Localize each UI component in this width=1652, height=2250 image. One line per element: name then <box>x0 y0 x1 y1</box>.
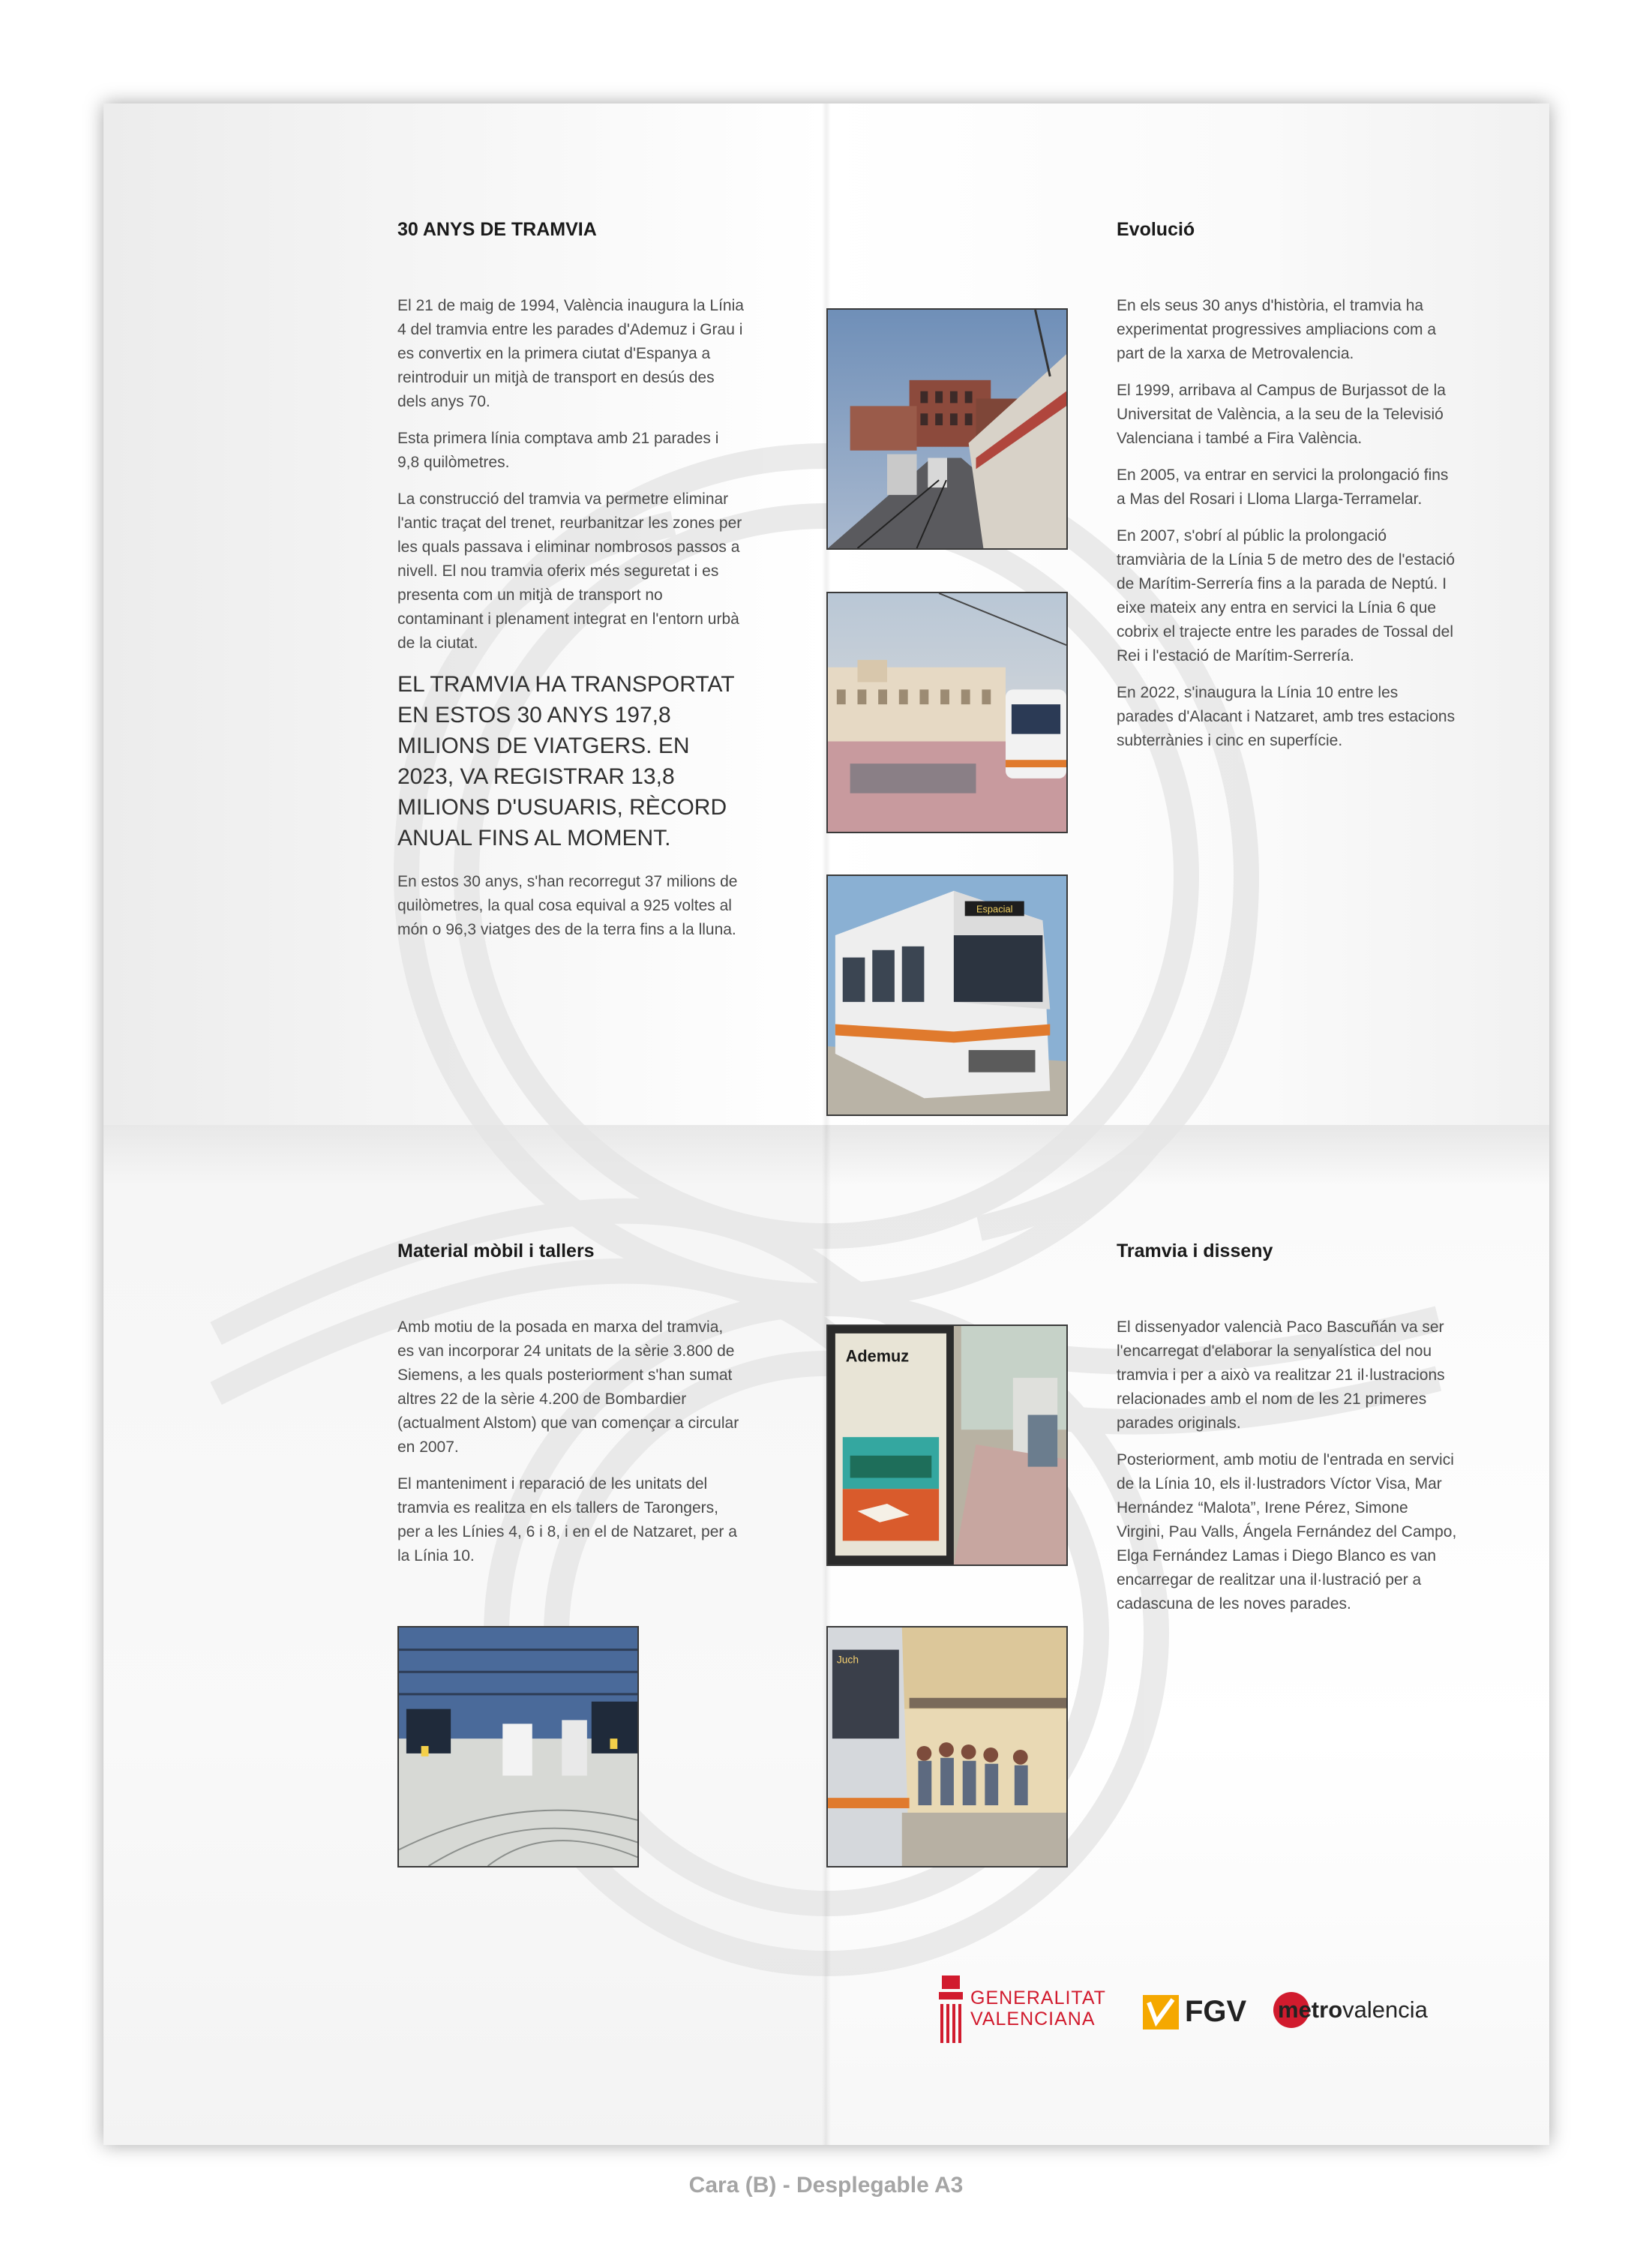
ademuz-sign-text: Ademuz <box>845 1346 910 1366</box>
text-30-anys <box>397 294 744 955</box>
text-material <box>397 1316 744 1581</box>
generalitat-wordmark <box>970 1988 1106 2030</box>
gv-line-2: VALENCIANA <box>970 2008 1096 2030</box>
metrovalencia-wordmark <box>1278 1996 1428 2024</box>
fgv-logo <box>1143 1994 1248 2031</box>
paragraph: El 1999, arribava al Campus de Burjassot de la Universitat de València, a la seu de la Televisió Valenciana i també a Fira València. <box>1117 382 1446 447</box>
metro-bold-part: metro <box>1278 1996 1343 2023</box>
fgv-mark-icon <box>1143 1995 1179 2030</box>
photo-tram-stop <box>826 1626 1068 1868</box>
logos-bar <box>936 1968 1461 2058</box>
fgv-wordmark: FGV <box>1185 1995 1247 2028</box>
metrovalencia-logo <box>1272 1990 1467 2032</box>
paragraph: En estos 30 anys, s'han recorregut 37 milions de quilòmetres, la qual cosa equival a 925 voltes al món o 96,3 viatges des de la terra fins a la lluna. <box>397 873 738 938</box>
paragraph: El dissenyador valencià Paco Bascuñán va ser l'encarregat d'elaborar la senyalística del nou tramvia i per a això va realitzar 21 il·lustracions relacionades amb el nom de les 21 primeres parades originals. <box>1117 1318 1445 1432</box>
photo-tram-front <box>826 874 1068 1116</box>
brochure-sheet <box>103 104 1549 2145</box>
photo-station-building <box>826 308 1068 550</box>
heading-disseny: Tramvia i disseny <box>1117 1240 1273 1262</box>
tram-destination-sign: Espacial <box>976 903 1013 915</box>
paragraph: En els seus 30 anys d'història, el tramvia ha experimentat progressives ampliacions com a part de la xarxa de Metrovalencia. <box>1117 297 1437 362</box>
paragraph: Esta primera línia comptava amb 21 parades i 9,8 quilòmetres. <box>397 430 719 471</box>
heading-material: Material mòbil i tallers <box>397 1240 595 1262</box>
photo-plaza-tram <box>826 592 1068 833</box>
tram-stop-label: Juch <box>836 1653 859 1666</box>
paragraph: En 2005, va entrar en servici la prolongació fins a Mas del Rosari i Lloma Llarga-Terramelar. <box>1117 466 1449 508</box>
paragraph: Amb motiu de la posada en marxa del tramvia, es van incorporar 24 unitats de la sèrie 3.800 de Siemens, a les quals posteriorment s'han sumat altres 22 de la sèrie 4.200 de Bombardier (actualment Alstom) que van començar a circular en 2007. <box>397 1318 739 1456</box>
paragraph: Posteriorment, amb motiu de l'entrada en servici de la Línia 10, els il·lustradors Víctor Visa, Mar Hernández “Malota”, Irene Pérez, Simone Virgini, Pau Valls, Ángela Fernández del Campo, Elga Fernández Lamas i Diego Blanco es van encarregar de realitzar una il·lustració per a cadascuna de les noves parades. <box>1117 1451 1457 1612</box>
heading-evolucio: Evolució <box>1117 219 1195 240</box>
paragraph: El manteniment i reparació de les unitats del tramvia es realitza en els tallers de Tarongers, per a les Línies 4, 6 i 8, i en el de Natzaret, per a la Línia 10. <box>397 1475 737 1564</box>
heading-30-anys: 30 ANYS DE TRAMVIA <box>397 219 597 240</box>
page-caption: Cara (B) - Desplegable A3 <box>688 2173 964 2198</box>
highlight-quote: EL TRAMVIA HA TRANSPORTAT EN ESTOS 30 ANYS 197,8 MILIONS DE VIATGERS. EN 2023, VA REGISTRAR 13,8 MILIONS D'USUARIS, RÈCORD ANUAL FINS AL MOMENT. <box>397 672 735 850</box>
photo-ademuz-sign <box>826 1324 1068 1566</box>
generalitat-valenciana-logo <box>936 1974 1108 2049</box>
paragraph: En 2007, s'obrí al públic la prolongació tramviària de la Línia 5 de metro des de l'estació de Marítim-Serrería fins a la parada de Neptú. I eixe mateix any entra en servici la Línia 6 que cobrix el trajecte entre les parades de Tossal del Rei i l'estació de Marítim-Serrería. <box>1117 527 1456 664</box>
paragraph: El 21 de maig de 1994, València inaugura la Línia 4 del tramvia entre les parades d'Ademuz i Grau i es convertix en la primera ciutat d'Espanya a reintroduir un mitjà de transport en desús des dels anys 70. <box>397 297 744 410</box>
text-evolucio <box>1117 294 1459 766</box>
generalitat-crest-icon <box>936 1974 966 2049</box>
text-disseny <box>1117 1316 1459 1629</box>
metro-rest-part: valencia <box>1342 1996 1428 2023</box>
paragraph: La construcció del tramvia va permetre eliminar l'antic traçat del trenet, reurbanitzar les zones per les quals passava i eliminar nombrosos passos a nivell. El nou tramvia oferix més seguretat i es presenta com un mitjà de transport no contaminant i plenament integrat en l'entorn urbà de la ciutat. <box>397 490 742 652</box>
gv-line-1: GENERALITAT <box>970 1988 1106 2008</box>
photo-workshop <box>397 1626 639 1868</box>
paragraph: En 2022, s'inaugura la Línia 10 entre les parades d'Alacant i Natzaret, amb tres estacions subterrànies i cinc en superfície. <box>1117 684 1456 749</box>
